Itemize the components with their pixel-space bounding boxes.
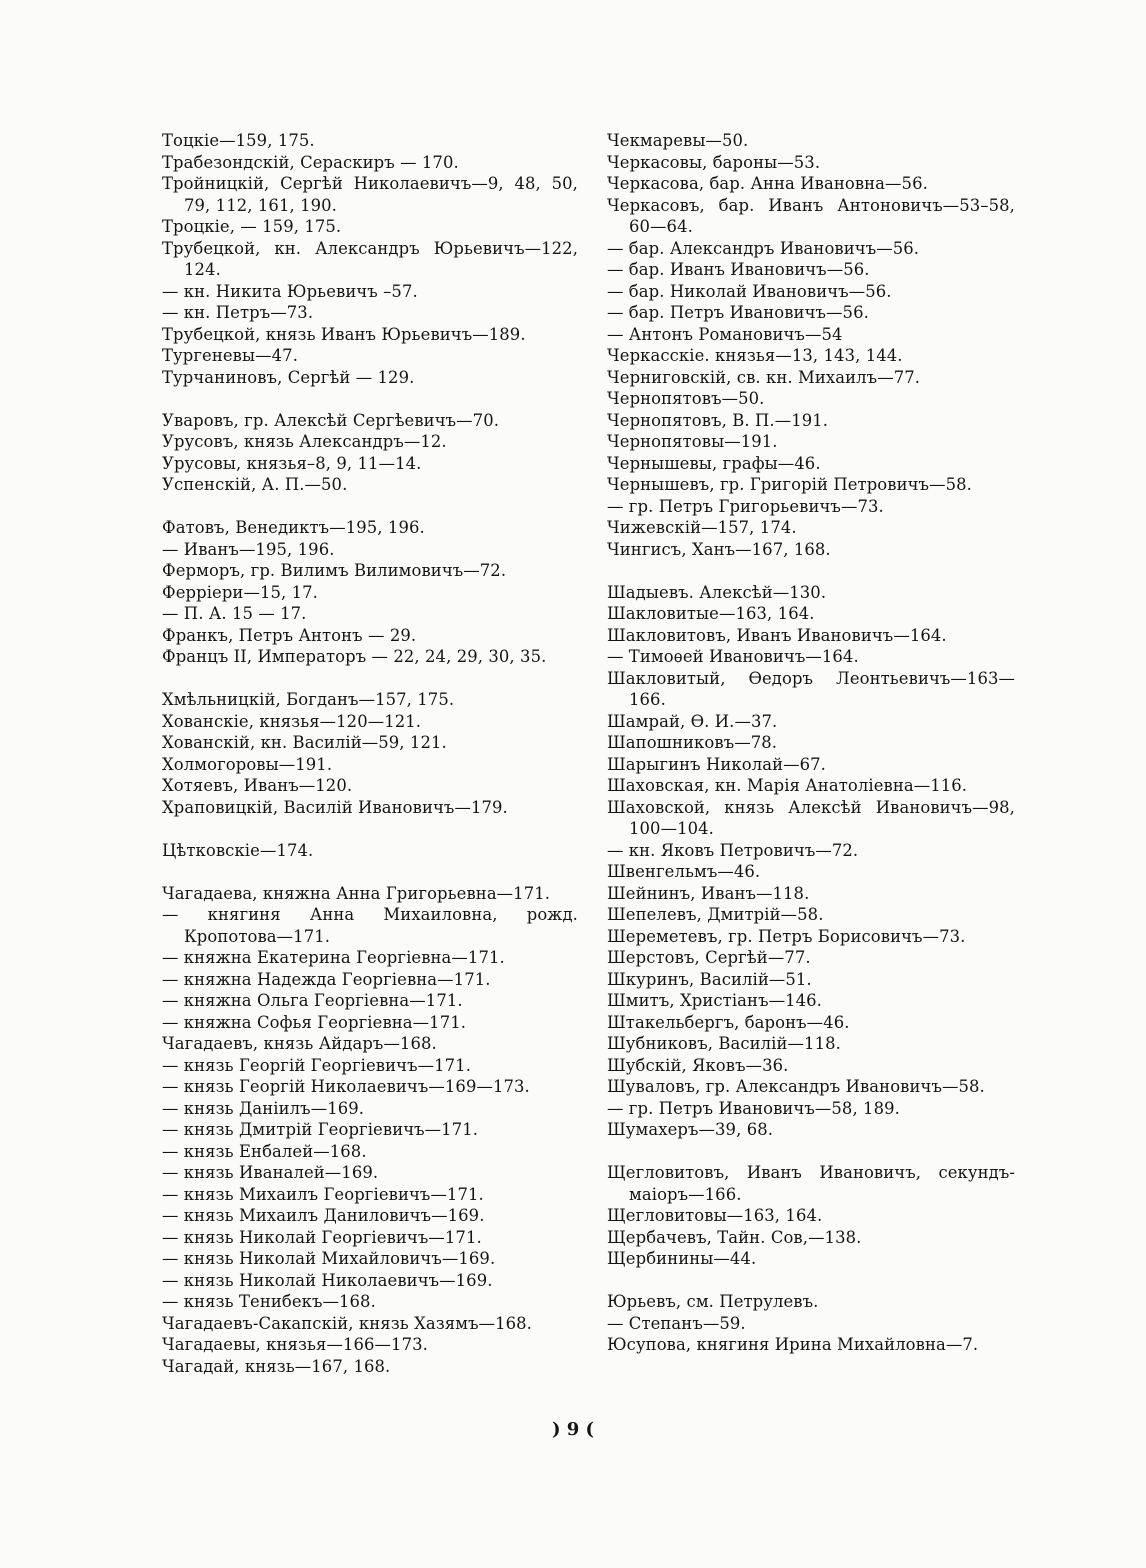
index-entry: — князь Михаилъ Даниловичъ—169.	[162, 1206, 485, 1225]
index-entry: Ферріери—15, 17.	[162, 582, 318, 602]
index-entry: — княгиня Анна Михаиловна, рожд. Кропотова—171.	[162, 905, 578, 946]
index-entry: Чекмаревы—50.	[607, 131, 749, 150]
section-gap	[607, 1141, 1015, 1163]
index-entry: — княжна Екатерина Георгіевна—171.	[162, 948, 505, 967]
index-entry: Шаховская, кн. Марія Анатоліевна—116.	[607, 776, 968, 795]
index-entry: Штакельбергъ, баронъ—46.	[607, 1012, 850, 1032]
index-entry: Щегловитовъ, Иванъ Ивановичъ, секундъ-маіоръ—166.	[607, 1163, 1015, 1204]
index-entry: Шакловитый, Ѳедоръ Леонтьевичъ—163—166.	[607, 668, 1015, 709]
index-entry: Хованскіе, князья—120—121.	[162, 711, 422, 731]
index-entry: — княжна Софья Георгіевна—171.	[162, 1012, 467, 1032]
index-entry: — князь Дмитрій Георгіевичъ—171.	[162, 1120, 479, 1139]
index-entry: Хотяевъ, Иванъ—120.	[162, 776, 353, 795]
index-entry: Черкасовъ, бар. Иванъ Антоновичъ—53–58, 60—64.	[607, 195, 1015, 236]
index-entry: — бар. Петръ Ивановичъ—56.	[607, 303, 869, 322]
index-entry: Тургеневы—47.	[162, 346, 299, 365]
section-gap	[162, 818, 578, 840]
index-entry: Чернопятовы—191.	[607, 432, 778, 451]
index-entry: Ферморъ, гр. Вилимъ Вилимовичъ—72.	[162, 561, 507, 580]
index-entry: Хмѣльницкій, Богданъ—157, 175.	[162, 690, 455, 709]
index-entry: — князь Николай Михайловичъ—169.	[162, 1249, 496, 1268]
index-entry: — князь Иваналей—169.	[162, 1163, 379, 1182]
index-entry: Шубниковъ, Василій—118.	[607, 1034, 841, 1053]
index-entry: Швенгельмъ—46.	[607, 862, 761, 881]
index-entry: — князь Николай Николаевичъ—169.	[162, 1270, 493, 1290]
index-entry: Чагадаева, княжна Анна Григорьевна—171.	[162, 883, 551, 903]
index-entry: Францъ II, Императоръ — 22, 24, 29, 30, 35.	[162, 647, 547, 666]
index-entry: Трубецкой, кн. Александръ Юрьевичъ—122, 124.	[162, 238, 578, 279]
index-entry: Шакловитовъ, Иванъ Ивановичъ—164.	[607, 625, 947, 645]
section-gap	[607, 560, 1015, 582]
index-entry: — кн. Никита Юрьевичъ –57.	[162, 281, 418, 301]
index-entry: — Иванъ—195, 196.	[162, 539, 335, 559]
index-entry: Шакловитые—163, 164.	[607, 604, 815, 623]
index-entry: Успенскій, А. П.—50.	[162, 475, 348, 494]
index-entry: — кн. Петръ—73.	[162, 303, 314, 322]
index-entry: — Тимоѳей Ивановичъ—164.	[607, 647, 859, 666]
index-entry: Чагадаевъ-Сакапскій, князь Хазямъ—168.	[162, 1313, 532, 1333]
index-entry: Уваровъ, гр. Алексѣй Сергѣевичъ—70.	[162, 410, 500, 430]
index-entry: Чернопятовъ, В. П.—191.	[607, 410, 829, 430]
index-entry: Шерстовъ, Сергѣй—77.	[607, 948, 811, 967]
index-column-left	[162, 130, 578, 1377]
index-entry: Трубецкой, князь Иванъ Юрьевичъ—189.	[162, 324, 526, 344]
index-entry: Шейнинъ, Иванъ—118.	[607, 883, 810, 903]
section-gap	[162, 388, 578, 410]
page-number: ) 9 (	[551, 1419, 595, 1440]
index-entry: Турчаниновъ, Сергѣй — 129.	[162, 367, 415, 387]
index-entry: — князь Михаилъ Георгіевичъ—171.	[162, 1184, 484, 1204]
section-gap	[162, 496, 578, 518]
index-entry: Шереметевъ, гр. Петръ Борисовичъ—73.	[607, 926, 966, 946]
index-entry: Шкуринъ, Василій—51.	[607, 969, 812, 989]
index-entry: Чижевскій—157, 174.	[607, 518, 797, 537]
index-entry: Щегловитовы—163, 164.	[607, 1206, 823, 1225]
index-entry: — гр. Петръ Ивановичъ—58, 189.	[607, 1098, 900, 1118]
index-entry: — княжна Надежда Георгіевна—171.	[162, 969, 491, 989]
index-entry: — бар. Иванъ Ивановичъ—56.	[607, 260, 870, 279]
index-entry: Шадыевъ. Алексѣй—130.	[607, 582, 827, 602]
index-entry: Чагадаевы, князья—166—173.	[162, 1335, 428, 1354]
index-entry: — князь Георгій Георгіевичъ—171.	[162, 1055, 472, 1075]
index-entry: Щербачевъ, Тайн. Сов,—138.	[607, 1227, 862, 1247]
index-entry: — князь Георгій Николаевичъ—169—173.	[162, 1077, 530, 1096]
index-entry: — князь Николай Георгіевичъ—171.	[162, 1227, 482, 1247]
index-entry: Чагадаевъ, князь Айдаръ—168.	[162, 1034, 437, 1053]
index-entry: Юсупова, княгиня Ирина Михайловна—7.	[607, 1335, 979, 1354]
index-entry: — князь Енбалей—168.	[162, 1141, 367, 1161]
index-entry: Урусовъ, князь Александръ—12.	[162, 432, 447, 451]
index-entry: Шумахеръ—39, 68.	[607, 1120, 774, 1139]
index-entry: — князь Тенибекъ—168.	[162, 1292, 376, 1311]
index-entry: Шепелевъ, Дмитрій—58.	[607, 905, 824, 924]
section-gap	[162, 668, 578, 690]
index-entry: Трабезондскій, Сераскиръ — 170.	[162, 152, 459, 172]
index-entry: Щербинины—44.	[607, 1249, 757, 1268]
index-entry: Храповицкій, Василій Ивановичъ—179.	[162, 797, 508, 817]
index-entry: — Степанъ—59.	[607, 1313, 746, 1333]
index-entry: Юрьевъ, см. Петрулевъ.	[607, 1292, 819, 1311]
index-entry: Черкасова, бар. Анна Ивановна—56.	[607, 174, 928, 193]
index-entry: Фатовъ, Венедиктъ—195, 196.	[162, 518, 425, 537]
section-gap	[162, 861, 578, 883]
index-entry: Шапошниковъ—78.	[607, 733, 778, 752]
index-entry: Чернопятовъ—50.	[607, 389, 765, 408]
index-entry: Шарыгинъ Николай—67.	[607, 754, 826, 774]
index-entry: Шуваловъ, гр. Александръ Ивановичъ—58.	[607, 1077, 985, 1096]
index-entry: — кн. Яковъ Петровичъ—72.	[607, 840, 859, 860]
index-entry: — князь Даніилъ—169.	[162, 1098, 365, 1118]
index-entry: Чернышевъ, гр. Григорій Петровичъ—58.	[607, 475, 972, 494]
index-entry: Холмогоровы—191.	[162, 754, 333, 774]
index-entry: Черкасовы, бароны—53.	[607, 152, 821, 172]
index-entry: Шмитъ, Христіанъ—146.	[607, 991, 822, 1010]
index-entry: — П. А. 15 — 17.	[162, 604, 307, 623]
index-entry: Франкъ, Петръ Антонъ — 29.	[162, 625, 417, 645]
index-entry: Черниговскій, св. кн. Михаилъ—77.	[607, 367, 921, 387]
index-entry: — княжна Ольга Георгіевна—171.	[162, 991, 463, 1010]
index-entry: — бар. Николай Ивановичъ—56.	[607, 281, 892, 301]
index-entry: Шаховской, князь Алексѣй Ивановичъ—98, 100—104.	[607, 797, 1015, 838]
index-entry: Шамрай, Ѳ. И.—37.	[607, 711, 778, 731]
section-gap	[607, 1270, 1015, 1292]
index-entry: Тоцкіе—159, 175.	[162, 131, 315, 150]
index-entry: — бар. Александръ Ивановичъ—56.	[607, 238, 920, 258]
index-entry: Черкасскіе. князья—13, 143, 144.	[607, 346, 903, 365]
index-entry: Шубскій, Яковъ—36.	[607, 1055, 789, 1075]
index-entry: — Антонъ Романовичъ—54	[607, 324, 843, 344]
index-entry: Цѣтковскіе—174.	[162, 840, 314, 860]
index-entry: Тройницкій, Сергѣй Николаевичъ—9, 48, 50, 79, 112, 161, 190.	[162, 174, 578, 215]
index-entry: Чингисъ, Ханъ—167, 168.	[607, 539, 831, 559]
index-entry: Чагадай, князь—167, 168.	[162, 1356, 391, 1376]
index-entry: Чернышевы, графы—46.	[607, 453, 821, 473]
index-entry: Урусовы, князья–8, 9, 11—14.	[162, 453, 422, 473]
index-entry: Хованскій, кн. Василій—59, 121.	[162, 733, 447, 752]
index-entry: Троцкіе, — 159, 175.	[162, 217, 342, 236]
index-entry: — гр. Петръ Григорьевичъ—73.	[607, 496, 884, 516]
index-column-right	[607, 130, 1015, 1356]
